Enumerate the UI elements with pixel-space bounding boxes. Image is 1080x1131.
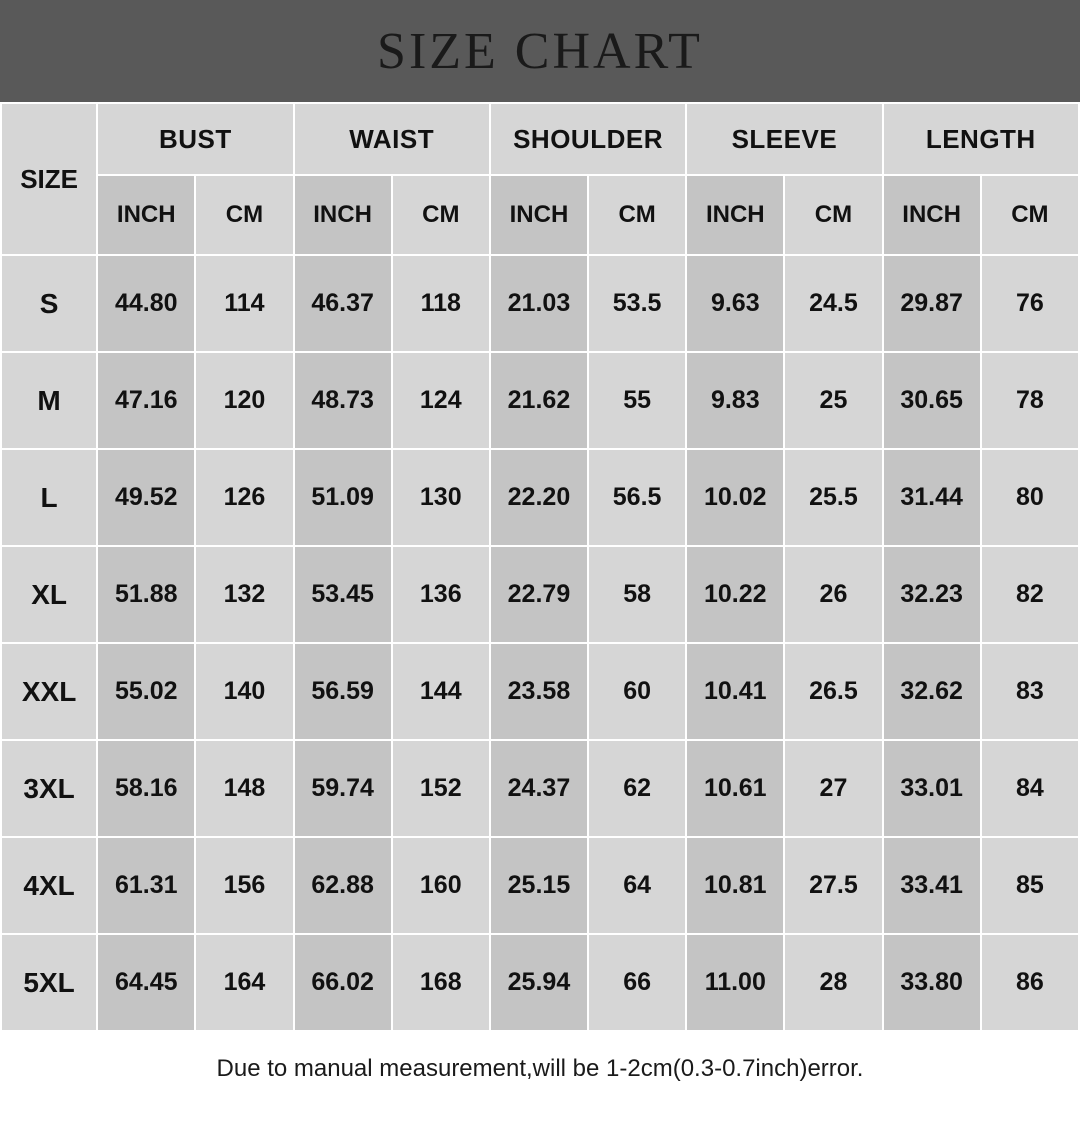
value-cell: 148 [195,740,293,837]
value-cell: 25.94 [490,934,588,1031]
value-cell: 26 [784,546,882,643]
column-header-size: SIZE [1,103,97,255]
value-cell: 86 [981,934,1079,1031]
value-cell: 85 [981,837,1079,934]
value-cell: 10.02 [686,449,784,546]
unit-header-shoulder-cm: CM [588,175,686,255]
value-cell: 44.80 [97,255,195,352]
value-cell: 10.22 [686,546,784,643]
value-cell: 9.63 [686,255,784,352]
value-cell: 56.59 [294,643,392,740]
value-cell: 66.02 [294,934,392,1031]
table-row [1,934,1079,1031]
value-cell: 33.41 [883,837,981,934]
value-cell: 10.61 [686,740,784,837]
value-cell: 55.02 [97,643,195,740]
value-cell: 164 [195,934,293,1031]
unit-header-waist-inch: INCH [294,175,392,255]
value-cell: 58.16 [97,740,195,837]
header-row-groups [1,103,1079,175]
column-header-bust: BUST [97,103,293,175]
value-cell: 10.81 [686,837,784,934]
value-cell: 61.31 [97,837,195,934]
size-cell: 5XL [1,934,97,1031]
value-cell: 26.5 [784,643,882,740]
unit-header-sleeve-cm: CM [784,175,882,255]
value-cell: 47.16 [97,352,195,449]
table-row [1,546,1079,643]
value-cell: 124 [392,352,490,449]
value-cell: 64 [588,837,686,934]
value-cell: 46.37 [294,255,392,352]
value-cell: 120 [195,352,293,449]
value-cell: 51.09 [294,449,392,546]
footnote [0,1032,1080,1106]
value-cell: 59.74 [294,740,392,837]
value-cell: 114 [195,255,293,352]
size-cell: 4XL [1,837,97,934]
value-cell: 78 [981,352,1079,449]
table-row [1,643,1079,740]
value-cell: 80 [981,449,1079,546]
table-row [1,255,1079,352]
value-cell: 64.45 [97,934,195,1031]
size-cell: S [1,255,97,352]
unit-header-shoulder-inch: INCH [490,175,588,255]
value-cell: 30.65 [883,352,981,449]
value-cell: 66 [588,934,686,1031]
value-cell: 152 [392,740,490,837]
table-row [1,740,1079,837]
value-cell: 33.01 [883,740,981,837]
value-cell: 53.45 [294,546,392,643]
value-cell: 156 [195,837,293,934]
page-title: SIZE CHART [377,22,703,80]
value-cell: 22.79 [490,546,588,643]
value-cell: 11.00 [686,934,784,1031]
value-cell: 25.15 [490,837,588,934]
unit-header-bust-inch: INCH [97,175,195,255]
value-cell: 83 [981,643,1079,740]
unit-header-bust-cm: CM [195,175,293,255]
value-cell: 76 [981,255,1079,352]
value-cell: 25 [784,352,882,449]
value-cell: 32.62 [883,643,981,740]
column-header-length: LENGTH [883,103,1079,175]
value-cell: 29.87 [883,255,981,352]
value-cell: 118 [392,255,490,352]
unit-header-length-inch: INCH [883,175,981,255]
title-bar [0,0,1080,102]
value-cell: 126 [195,449,293,546]
value-cell: 144 [392,643,490,740]
value-cell: 25.5 [784,449,882,546]
value-cell: 24.5 [784,255,882,352]
value-cell: 10.41 [686,643,784,740]
value-cell: 62 [588,740,686,837]
size-cell: L [1,449,97,546]
value-cell: 84 [981,740,1079,837]
size-cell: XL [1,546,97,643]
value-cell: 24.37 [490,740,588,837]
value-cell: 27 [784,740,882,837]
value-cell: 49.52 [97,449,195,546]
header-row-units [1,175,1079,255]
unit-header-length-cm: CM [981,175,1079,255]
value-cell: 48.73 [294,352,392,449]
value-cell: 55 [588,352,686,449]
size-chart-table [0,102,1080,1032]
value-cell: 31.44 [883,449,981,546]
footnote-text: Due to manual measurement,will be 1-2cm(0.3-0.7inch)error. [216,1055,864,1082]
column-header-shoulder: SHOULDER [490,103,686,175]
table-row [1,449,1079,546]
value-cell: 62.88 [294,837,392,934]
value-cell: 168 [392,934,490,1031]
value-cell: 82 [981,546,1079,643]
column-header-waist: WAIST [294,103,490,175]
value-cell: 23.58 [490,643,588,740]
value-cell: 132 [195,546,293,643]
value-cell: 28 [784,934,882,1031]
size-cell: M [1,352,97,449]
size-cell: 3XL [1,740,97,837]
value-cell: 160 [392,837,490,934]
unit-header-waist-cm: CM [392,175,490,255]
table-row [1,837,1079,934]
table-head [1,103,1079,255]
column-header-sleeve: SLEEVE [686,103,882,175]
value-cell: 33.80 [883,934,981,1031]
value-cell: 27.5 [784,837,882,934]
value-cell: 32.23 [883,546,981,643]
value-cell: 130 [392,449,490,546]
size-cell: XXL [1,643,97,740]
value-cell: 140 [195,643,293,740]
value-cell: 136 [392,546,490,643]
value-cell: 58 [588,546,686,643]
value-cell: 53.5 [588,255,686,352]
value-cell: 60 [588,643,686,740]
value-cell: 51.88 [97,546,195,643]
value-cell: 21.62 [490,352,588,449]
table-body [1,255,1079,1031]
unit-header-sleeve-inch: INCH [686,175,784,255]
table-row [1,352,1079,449]
value-cell: 21.03 [490,255,588,352]
value-cell: 22.20 [490,449,588,546]
value-cell: 9.83 [686,352,784,449]
value-cell: 56.5 [588,449,686,546]
